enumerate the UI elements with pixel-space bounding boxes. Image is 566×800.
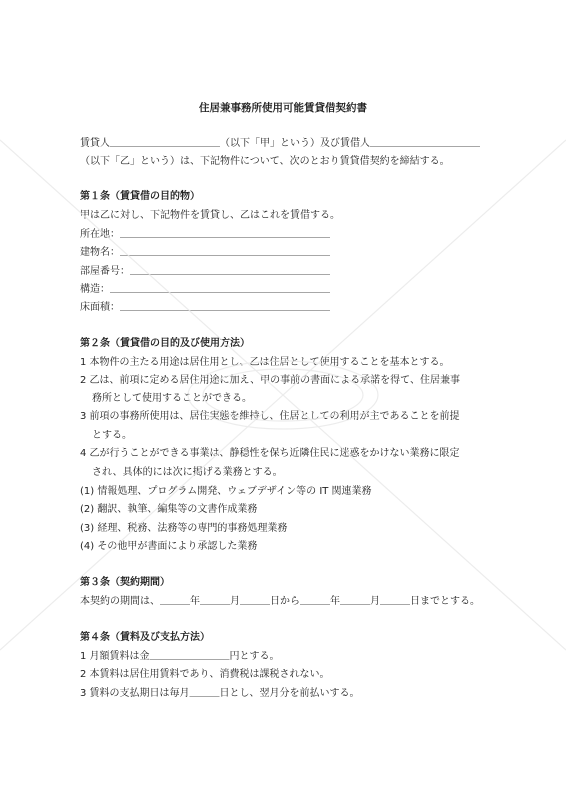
field-location: 所在地：＿＿＿＿＿＿＿＿＿＿＿＿＿＿＿＿＿＿＿＿＿ [80,229,330,240]
article-2-clause-2-cont: 務所として使用することができる。 [92,393,252,404]
article-4-heading: 第４条（賃料及び支払方法） [80,632,210,643]
field-room-number: 部屋番号：＿＿＿＿＿＿＿＿＿＿＿＿＿＿＿＿＿＿＿＿ [80,266,330,277]
field-structure: 構造：＿＿＿＿＿＿＿＿＿＿＿＿＿＿＿＿＿＿＿＿＿＿ [80,284,330,295]
article-2-clause-4-cont: され、具体的には次に掲げる業務とする。 [92,467,283,478]
intro-line-1: 賃貸人＿＿＿＿＿＿＿＿＿＿＿（以下「甲」という）及び賃借人＿＿＿＿＿＿＿＿＿＿＿ [80,138,480,149]
article-4-clause-2: 2 本賃料は居住用賃料であり、消費税は課税されない。 [80,669,330,680]
article-2-item-3: (3) 経理、税務、法務等の専門的事務処理業務 [80,523,288,534]
article-2-clause-3: 3 前項の事務所使用は、居住実態を維持し、住居としての利用が主であることを前提 [80,411,460,422]
article-2-heading: 第２条（賃貸借の目的及び使用方法） [80,338,250,349]
article-2-clause-1: 1 本物件の主たる用途は居住用とし、乙は住居として使用することを基本とする。 [80,357,450,368]
article-2-clause-3-cont: とする。 [92,430,132,441]
article-2-clause-4: 4 乙が行うことができる事業は、静穏性を保ち近隣住民に迷惑をかけない業務に限定 [80,448,460,459]
article-3-heading: 第３条（契約期間） [80,577,170,588]
document-title: 住居兼事務所使用可能賃貸借契約書 [199,102,367,114]
article-2-clause-2: 2 乙は、前項に定める居住用途に加え、甲の事前の書面による承諾を得て、住居兼事 [80,375,460,386]
article-1-heading: 第１条（賃貸借の目的物） [80,191,200,202]
article-3-text: 本契約の期間は、＿＿＿年＿＿＿月＿＿＿日から＿＿＿年＿＿＿月＿＿＿日までとする。 [80,596,480,607]
field-floor-area: 床面積：＿＿＿＿＿＿＿＿＿＿＿＿＿＿＿＿＿＿＿＿＿ [80,302,330,313]
article-1-text: 甲は乙に対し、下記物件を賃貸し、乙はこれを賃借する。 [80,210,340,221]
article-2-item-1: (1) 情報処理、プログラム開発、ウェブデザイン等の IT 関連業務 [80,486,372,497]
article-4-clause-3: 3 賃料の支払期日は毎月＿＿＿日とし、翌月分を前払いする。 [80,688,360,699]
article-2-item-4: (4) その他甲が書面により承認した業務 [80,541,258,552]
article-2-item-2: (2) 翻訳、執筆、編集等の文書作成業務 [80,504,258,515]
article-4-clause-1: 1 月額賃料は金＿＿＿＿＿＿＿＿円とする。 [80,651,280,662]
intro-line-2: （以下「乙」という）は、下記物件について、次のとおり賃貸借契約を締結する。 [80,156,450,167]
field-building-name: 建物名：＿＿＿＿＿＿＿＿＿＿＿＿＿＿＿＿＿＿＿＿＿ [80,247,330,258]
